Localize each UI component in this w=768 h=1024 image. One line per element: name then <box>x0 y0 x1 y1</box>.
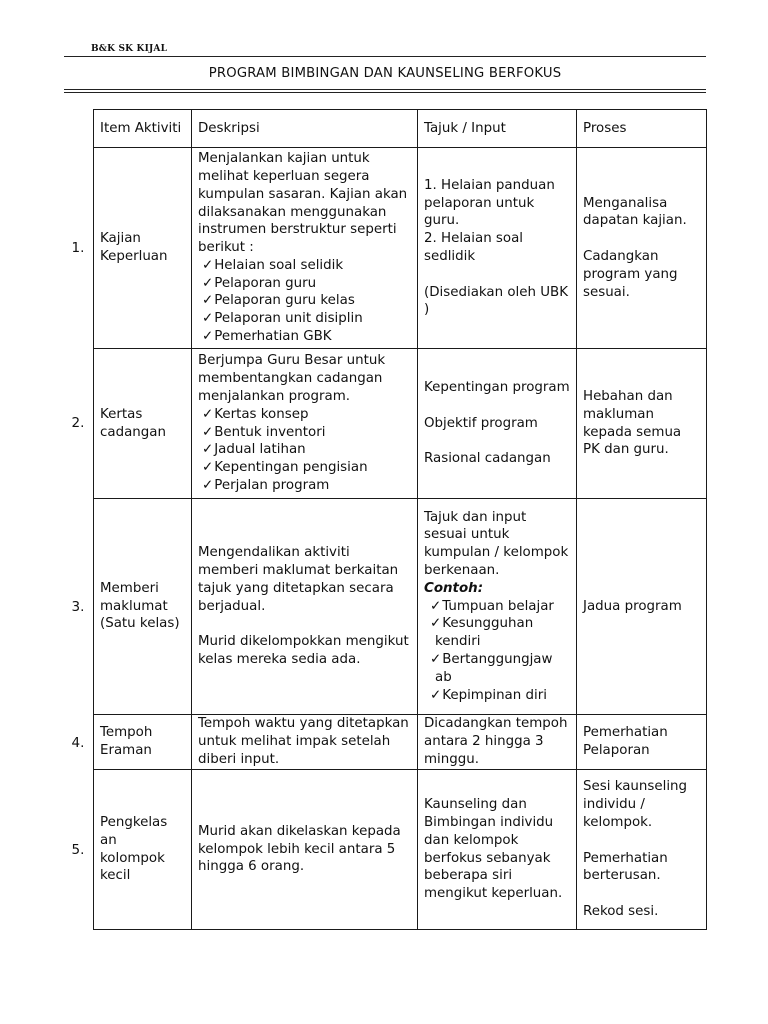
table-row <box>94 499 707 715</box>
row-number: 2. <box>71 415 85 431</box>
checklist-item: ✓ Kepimpinan diri <box>424 687 570 705</box>
column-header: Deskripsi <box>192 110 418 148</box>
description-cell <box>192 148 418 349</box>
process-cell <box>577 770 707 930</box>
checklist-item-continued: ab <box>435 669 452 685</box>
input-text: Tajuk dan input sesuai untuk kumpulan / kelompok berkenaan. <box>424 509 569 578</box>
item-cell: Kertas cadangan <box>94 349 192 499</box>
checklist-item: ✓ Pelaporan unit disiplin <box>198 310 411 328</box>
checklist-item-continued: kendiri <box>435 634 481 650</box>
item-cell: Pengkelas an kolompok kecil <box>94 770 192 930</box>
input-cell <box>418 148 577 349</box>
description-text: Berjumpa Guru Besar untuk membentangkan cadangan menjalankan program. <box>198 353 386 404</box>
column-header: Proses <box>577 110 707 148</box>
input-cell <box>418 349 577 499</box>
checklist-item: ✓ Pemerhatian GBK <box>198 328 411 346</box>
table-header-row <box>94 110 707 148</box>
row-number: 3. <box>71 599 85 615</box>
process-cell <box>577 148 707 349</box>
process-text: Pemerhatian berterusan. <box>583 850 668 884</box>
column-header: Item Aktiviti <box>94 110 192 148</box>
input-text: 1. Helaian panduan pelaporan untuk guru. <box>424 177 555 229</box>
item-cell: Memberi maklumat (Satu kelas) <box>94 499 192 715</box>
process-text: Cadangkan program yang sesuai. <box>583 249 678 300</box>
checklist-item: ✓ Kertas konsep <box>198 406 411 424</box>
row-number: 5. <box>71 842 85 858</box>
input-text: (Disediakan oleh UBK ) <box>424 284 569 318</box>
input-text: Rasional cadangan <box>424 451 551 467</box>
checklist-item: ✓ Pelaporan guru kelas <box>198 292 411 310</box>
process-text: Sesi kaunseling individu / kelompok. <box>583 779 688 830</box>
example-label: Contoh: <box>424 580 484 596</box>
page-title: PROGRAM BIMBINGAN DAN KAUNSELING BERFOKUS <box>208 66 562 81</box>
header-rule-bottom <box>64 89 706 90</box>
description-cell <box>192 349 418 499</box>
checklist-item: ✓ Pelaporan guru <box>198 275 411 293</box>
description-cell <box>192 499 418 715</box>
checklist-item: ✓ Bertanggungjaw <box>424 651 570 669</box>
checklist-item: ✓ Kesungguhan <box>424 615 570 633</box>
checklist-item: ✓ Helaian soal selidik <box>198 257 411 275</box>
input-cell: Dicadangkan tempoh antara 2 hingga 3 minggu. <box>418 715 577 770</box>
description-text: Mengendalikan aktiviti memberi maklumat berkaitan tajuk yang ditetapkan secara berjadual. <box>198 545 399 614</box>
input-text: 2. Helaian soal sedlidik <box>424 231 524 264</box>
input-cell <box>418 499 577 715</box>
checklist-item: ✓ Jadual latihan <box>198 441 411 459</box>
description-cell: Murid akan dikelaskan kepada kelompok lebih kecil antara 5 hingga 6 orang. <box>192 770 418 930</box>
description-text: Murid dikelompokkan mengikut kelas mereka sedia ada. <box>198 634 409 667</box>
item-cell: Tempoh Eraman <box>94 715 192 770</box>
input-text: Objektif program <box>424 415 538 431</box>
checklist-item: ✓ Kepentingan pengisian <box>198 459 411 477</box>
activity-table <box>93 109 707 930</box>
header-rule-top <box>64 56 706 57</box>
process-text: Menganalisa dapatan kajian. <box>583 195 687 229</box>
description-text: Menjalankan kajian untuk melihat keperluan segera kumpulan sasaran. Kajian akan dilaksanakan menggunakan instrumen berstruktur seperti berikut : <box>198 151 408 256</box>
checklist-item: ✓ Bentuk inventori <box>198 424 411 442</box>
input-text: Kepentingan program <box>424 380 570 395</box>
process-cell: Pemerhatian Pelaporan <box>577 715 707 770</box>
row-number: 1. <box>71 240 85 256</box>
table-row <box>94 770 707 930</box>
row-number: 4. <box>71 735 85 751</box>
process-cell: Hebahan dan makluman kepada semua PK dan guru. <box>577 349 707 499</box>
checklist-item: ✓ Tumpuan belajar <box>424 598 570 616</box>
description-cell: Tempoh waktu yang ditetapkan untuk melihat impak setelah diberi input. <box>192 715 418 770</box>
input-cell: Kaunseling dan Bimbingan individu dan kelompok berfokus sebanyak beberapa siri mengikut keperluan. <box>418 770 577 930</box>
process-cell: Jadua program <box>577 499 707 715</box>
item-cell: Kajian Keperluan <box>94 148 192 349</box>
column-header: Tajuk / Input <box>418 110 577 148</box>
table-row <box>94 715 707 770</box>
process-text: Rekod sesi. <box>583 903 659 919</box>
school-code: B&K SK KIJAL <box>91 44 168 54</box>
checklist-item: ✓ Perjalan program <box>198 477 411 495</box>
table-row <box>94 148 707 349</box>
header-rule-bottom-double <box>64 92 706 93</box>
table-row <box>94 349 707 499</box>
